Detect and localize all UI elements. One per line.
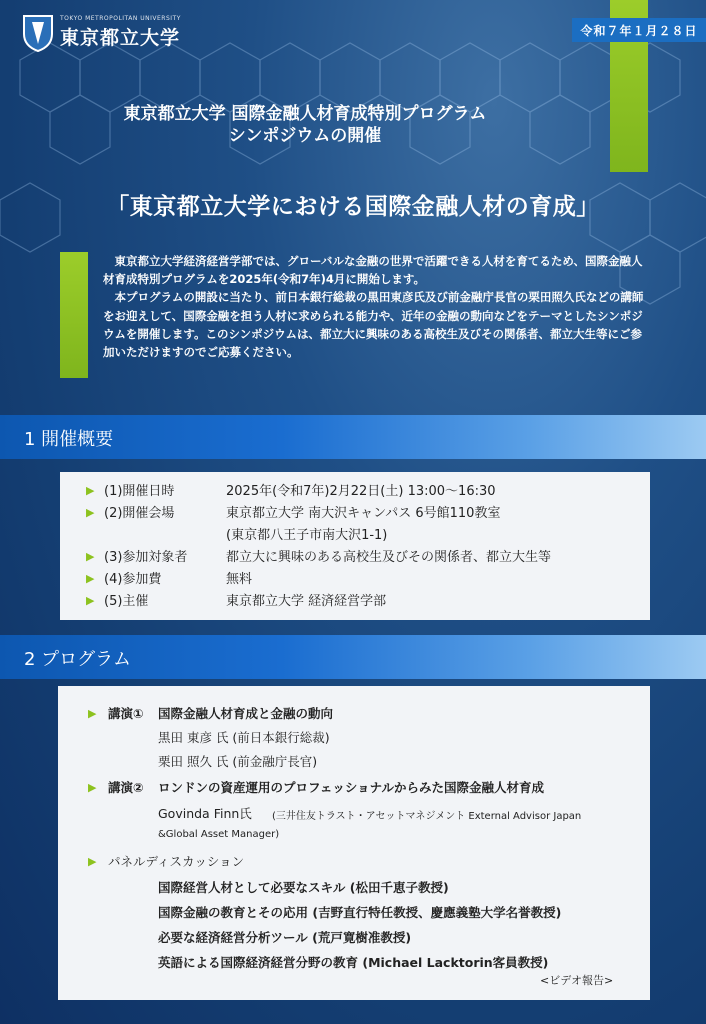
headline-line-1: 東京都立大学 国際金融人材育成特別プログラム xyxy=(123,104,487,124)
headline-line-2: シンポジウムの開催 xyxy=(228,126,382,146)
overview-label: (1)開催日時 xyxy=(104,484,175,499)
overview-value: 東京都立大学 南大沢キャンパス 6号館110教室 xyxy=(226,506,501,521)
panel-label: パネルディスカッション xyxy=(108,854,245,869)
logo-english: TOKYO METROPOLITAN UNIVERSITY xyxy=(60,14,181,22)
main-title: 「東京都立大学における国際金融人材の育成」 xyxy=(106,194,600,220)
university-logo[interactable] xyxy=(22,12,181,52)
program-box xyxy=(58,686,650,1000)
overview-label: (5)主催 xyxy=(104,594,149,609)
overview-value: 無料 xyxy=(226,572,253,587)
lecture-1-label: 講演① xyxy=(108,706,144,721)
lecture-2-speaker: Govinda Finn氏 xyxy=(158,806,252,821)
overview-value: 東京都立大学 経済経営学部 xyxy=(226,594,387,609)
triangle-bullet-icon: ▶ xyxy=(88,707,97,720)
shield-icon xyxy=(22,12,54,52)
lecture-2-title: ロンドンの資産運用のプロフェッショナルからみた国際金融人材育成 xyxy=(158,780,545,795)
lecture-2-affiliation: (三井住友トラスト・アセットマネジメント External Advisor Japan xyxy=(272,811,582,822)
triangle-bullet-icon: ▶ xyxy=(88,781,97,794)
intro-paragraph-1: 東京都立大学経済経営学部では、グローバルな金融の世界で活躍できる人材を育てるため、国際金融人材育成特別プログラムを2025年(令和7年)4月に開始します。 xyxy=(103,254,643,287)
headline xyxy=(0,103,610,147)
date-badge: 令和７年１月２８日 xyxy=(572,18,706,42)
triangle-bullet-icon: ▶ xyxy=(86,594,95,607)
triangle-bullet-icon: ▶ xyxy=(86,506,95,519)
intro-paragraph-2: 本プログラムの開設に当たり、前日本銀行総裁の黒田東彦氏及び前金融庁長官の栗田照久氏などの講師をお迎えして、国際金融を担う人材に求められる能力や、近年の金融の動向などをテーマとしたシンポジウムを開催します。このシンポジウムは、都立大に興味のある高校生及びその関係者、都立大生等にご参加いただけますのでご応募ください。 xyxy=(103,290,644,360)
lecture-2-affiliation: &Global Asset Manager) xyxy=(158,829,280,840)
triangle-bullet-icon: ▶ xyxy=(88,855,97,868)
overview-box xyxy=(60,472,650,620)
overview-label: (2)開催会場 xyxy=(104,506,175,521)
triangle-bullet-icon: ▶ xyxy=(86,484,95,497)
lecture-1-speaker: 栗田 照久 氏 (前金融庁長官) xyxy=(158,754,318,769)
section-heading-program xyxy=(0,635,706,679)
panel-topic: 国際金融の教育とその応用 (吉野直行特任教授、慶應義塾大学名誉教授) xyxy=(158,905,562,920)
lecture-1-title: 国際金融人材育成と金融の動向 xyxy=(158,706,334,721)
section-title: 2 プログラム xyxy=(24,649,131,670)
overview-value-address: (東京都八王子市南大沢1-1) xyxy=(226,528,388,543)
section-title: 1 開催概要 xyxy=(24,429,114,450)
panel-topic: 英語による国際経済経営分野の教育 (Michael Lacktorin客員教授) xyxy=(158,955,549,970)
overview-value: 都立大に興味のある高校生及びその関係者、都立大生等 xyxy=(226,550,552,565)
section-heading-overview xyxy=(0,415,706,459)
logo-japanese: 東京都立大学 xyxy=(60,26,181,49)
accent-bar-left xyxy=(60,252,88,378)
overview-label: (3)参加対象者 xyxy=(104,550,188,565)
panel-topic: 国際経営人材として必要なスキル (松田千恵子教授) xyxy=(158,880,449,895)
lecture-1-speaker: 黒田 東彦 氏 (前日本銀行総裁) xyxy=(158,730,330,745)
video-note: <ビデオ報告> xyxy=(540,974,614,987)
overview-value: 2025年(令和7年)2月22日(土) 13:00～16:30 xyxy=(226,484,496,499)
triangle-bullet-icon: ▶ xyxy=(86,572,95,585)
lecture-2-label: 講演② xyxy=(108,780,144,795)
triangle-bullet-icon: ▶ xyxy=(86,550,95,563)
overview-label: (4)参加費 xyxy=(104,572,162,587)
intro-text xyxy=(103,252,648,361)
panel-topic: 必要な経済経営分析ツール (荒戸寛樹准教授) xyxy=(158,930,412,945)
